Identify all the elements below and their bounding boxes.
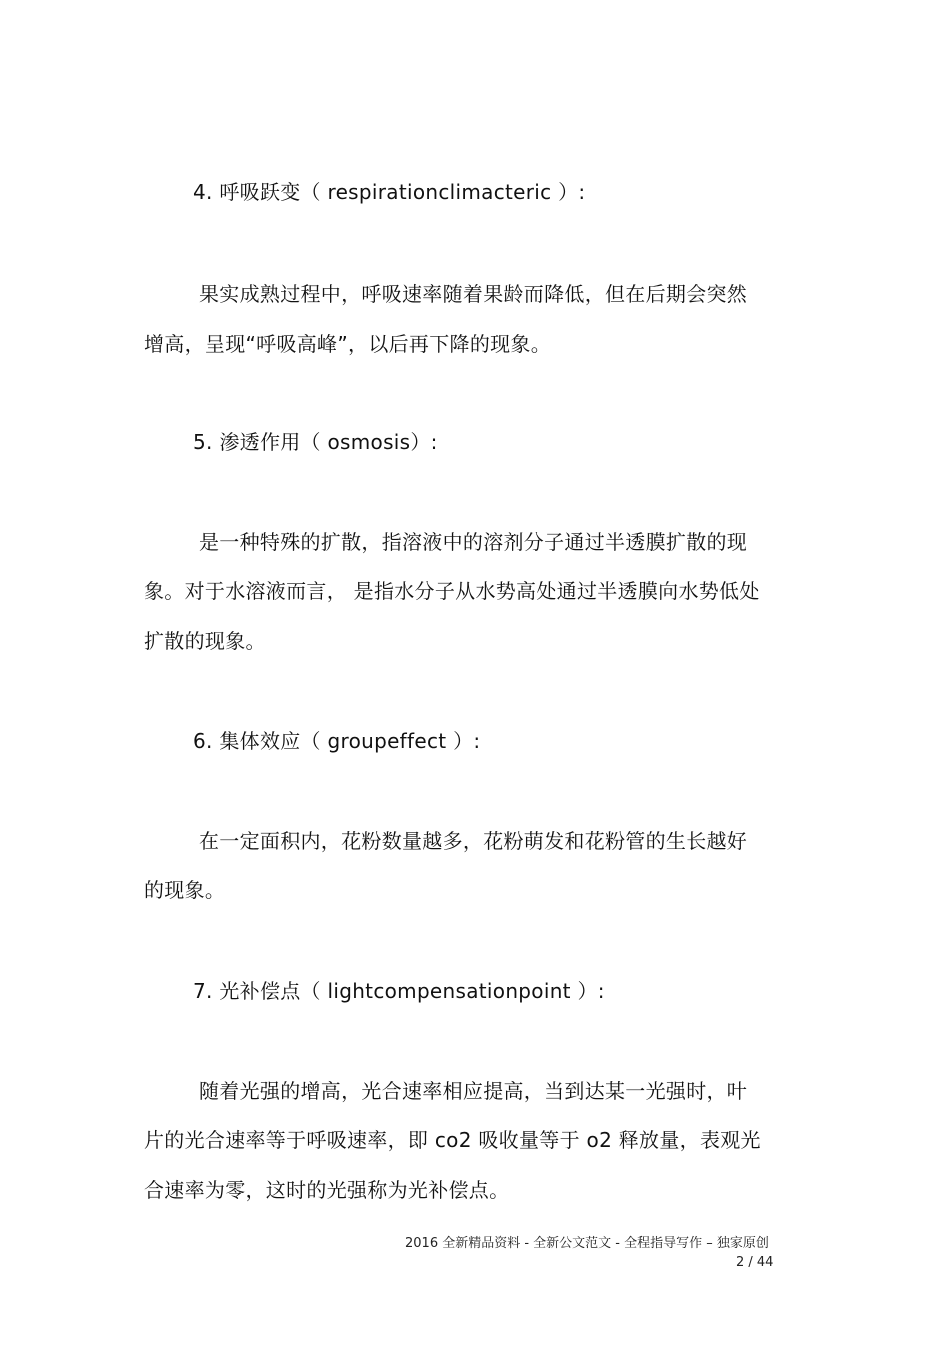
definition-line: 是一种特殊的扩散，指溶液中的溶剂分子通过半透膜扩散的现 (199, 530, 748, 554)
definition-line: 合速率为零，这时的光强称为光补偿点。 (144, 1178, 510, 1202)
definition-line: 随着光强的增高，光合速率相应提高，当到达某一光强时，叶 (199, 1079, 748, 1103)
definition-line: 果实成熟过程中，呼吸速率随着果龄而降低，但在后期会突然 (199, 282, 748, 306)
term-heading-respiration-climacteric: 4. 呼吸跃变（ respirationclimacteric ）: (193, 180, 586, 204)
definition-line: 在一定面积内，花粉数量越多，花粉萌发和花粉管的生长越好 (199, 829, 748, 853)
term-heading-osmosis: 5. 渗透作用（ osmosis）: (193, 430, 438, 454)
definition-line: 的现象。 (144, 878, 226, 902)
term-heading-group-effect: 6. 集体效应（ groupeffect ）: (193, 729, 481, 753)
definition-line: 增高，呈现“呼吸高峰”，以后再下降的现象。 (144, 332, 552, 356)
definition-line: 象。对于水溶液而言， 是指水分子从水势高处通过半透膜向水势低处 (144, 579, 760, 603)
page-number: 2 / 44 (736, 1255, 774, 1270)
term-heading-light-compensation-point: 7. 光补偿点（ lightcompensationpoint ）: (193, 979, 605, 1003)
definition-line: 片的光合速率等于呼吸速率，即 co2 吸收量等于 o2 释放量，表观光 (144, 1128, 761, 1152)
footer-tagline: 2016 全新精品资料 - 全新公文范文 - 全程指导写作 – 独家原创 (405, 1236, 769, 1251)
definition-line: 扩散的现象。 (144, 629, 266, 653)
